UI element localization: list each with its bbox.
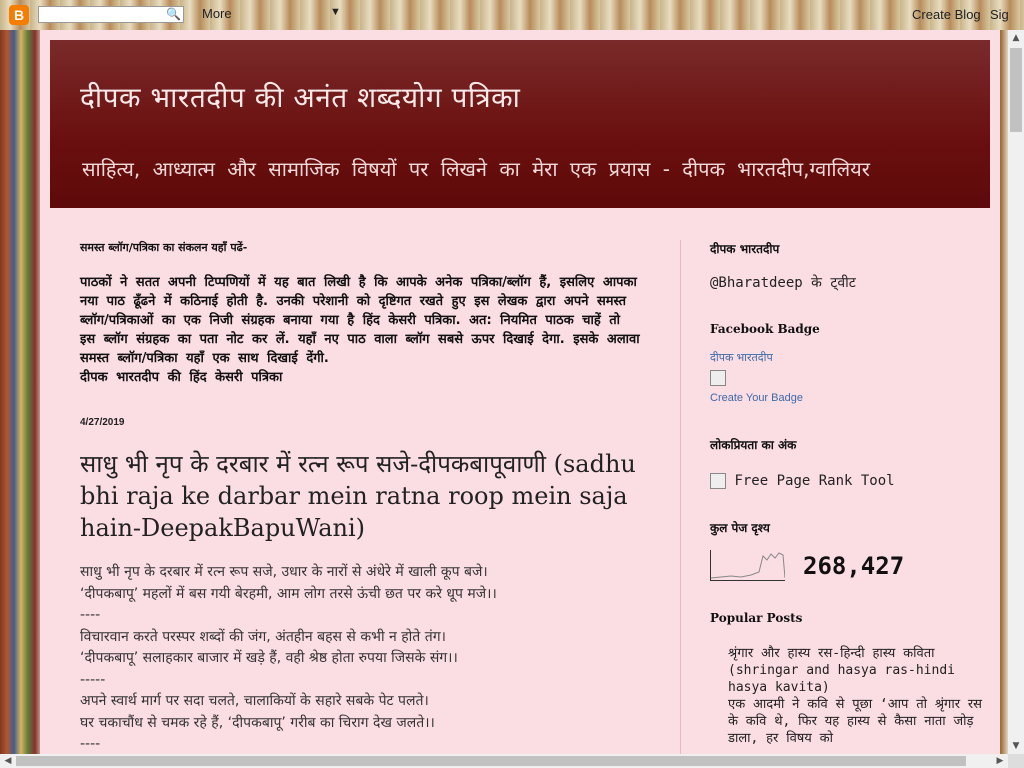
navbar-more-dropdown[interactable]: More (202, 6, 232, 21)
views-counter (710, 550, 990, 581)
sign-in-link[interactable]: Sig (990, 7, 1009, 22)
sparkline-graph (711, 550, 785, 580)
post-line: ‘दीपकबापू’ महलों में बस गयी बेरहमी, आम लोग तरसे ऊंची छत पर करे धूप मजे।। (80, 585, 497, 602)
scroll-down-icon[interactable]: ▼ (1012, 741, 1020, 751)
intro-text (80, 273, 640, 387)
blog-container (40, 30, 1000, 768)
post-body (80, 562, 640, 756)
blog-title[interactable]: दीपक भारतदीप की अनंत शब्दयोग पत्रिका (80, 81, 521, 114)
blogger-logo-icon[interactable]: B (9, 5, 29, 25)
scroll-right-icon[interactable]: ▶ (996, 756, 1004, 766)
page-rank-alt-text: Free Page Rank Tool (734, 473, 895, 489)
blogger-navbar (0, 0, 1024, 30)
popular-post-title[interactable]: श्रृंगार और हास्य रस-हिन्दी हास्य कविता (shringar and hasya ras-hindi hasya kavita) (728, 646, 955, 695)
vertical-scroll-thumb[interactable] (1010, 48, 1022, 132)
post-date: 4/27/2019 (80, 417, 125, 428)
blog-description: साहित्य, आध्यात्म और सामाजिक विषयों पर लिखने का मेरा एक प्रयास - दीपक भारतदीप,ग्वालियर (82, 157, 870, 181)
scroll-up-icon[interactable]: ▲ (1012, 33, 1020, 43)
page-rank-widget[interactable] (710, 473, 990, 489)
column-divider (680, 240, 681, 768)
post-line: साधु भी नृप के दरबार में रत्न रूप सजे, उधार के नारों से अंधेरे में खाली कूप बजे। (80, 564, 488, 580)
facebook-badge-image-icon[interactable] (710, 370, 726, 386)
post-line: ----- (80, 671, 106, 688)
scroll-left-icon[interactable]: ◀ (4, 756, 12, 766)
vertical-scrollbar[interactable] (1008, 30, 1024, 754)
scrollbar-corner (1008, 754, 1024, 768)
popular-post-item[interactable] (728, 645, 990, 747)
navbar-search-input[interactable] (38, 6, 184, 23)
post-line: अपने स्वार्थ मार्ग पर सदा चलते, चालाकियों के सहारे सबके पेट पलते। (80, 693, 429, 709)
post-line: विचारवान करते परस्पर शब्दों की जंग, अंतहीन बहस से कभी न होते तंग। (80, 628, 446, 645)
horizontal-scrollbar[interactable] (0, 754, 1008, 768)
post-title[interactable]: साधु भी नृप के दरबार में रत्न रूप सजे-दीपकबापूवाणी (sadhu bhi raja ke darbar mein ratna roop mein saja hain-DeepakBapuWani) (80, 450, 636, 542)
popular-posts-heading: Popular Posts (710, 611, 803, 625)
page-rank-image-icon[interactable] (710, 473, 726, 489)
views-heading: कुल पेज दृश्य (710, 521, 770, 535)
twitter-link[interactable]: @Bharatdeep के ट्वीट (710, 275, 856, 291)
chevron-down-icon[interactable]: ▼ (330, 6, 341, 18)
blog-header (50, 40, 990, 208)
section-heading: समस्त ब्लॉग/पत्रिका का संकलन यहाँ पढें- (80, 241, 248, 254)
intro-paragraph: पाठकों ने सतत अपनी टिप्पणियों में यह बात लिखी है कि आपके अनेक पत्रिका/ब्लॉग हैं, इसलिए आपका नया पाठ ढूँढने में कठिनाई होती है. उनकी परेशानी को दृष्टिगत रखते हुए इस लेखक द्वारा अपने समस्त ब्लॉग/पत्रिकाओं का एक निजी संग्रहक बनाया गया है हिंद केसरी पत्रिका. अत: नियमित पाठक चाहें तो इस ब्लॉग संग्रहक का पता नोट कर लें. यहाँ नए पाठ वाला ब्लॉग सबसे ऊपर दिखाई देगा. इसके अलावा समस्त ब्लॉग/पत्रिका यहाँ एक साथ दिखाई देंगी. (80, 275, 640, 366)
intro-link[interactable]: दीपक भारतदीप की हिंद केसरी पत्रिका (80, 370, 283, 385)
create-blog-link[interactable]: Create Blog (912, 7, 981, 22)
rank-heading: लोकप्रियता का अंक (710, 438, 797, 452)
facebook-badge-heading: Facebook Badge (710, 322, 820, 336)
create-badge-link[interactable]: Create Your Badge (710, 392, 803, 404)
horizontal-scroll-thumb[interactable] (16, 756, 966, 766)
author-heading: दीपक भारतदीप (710, 242, 780, 256)
main-column (80, 240, 640, 756)
popular-post-snippet: एक आदमी ने कवि से पूछा ‘आप तो श्रृंगार रस के कवि थे, फिर यह हास्य से कैसा नाता जोड़ डाला, हर विषय को (728, 697, 982, 746)
post-line: ‘दीपकबापू’ सलाहकार बाजार में खड़े हैं, वही श्रेष्ठ होता रुपया जिसके संग।। (80, 650, 458, 666)
sidebar (710, 240, 990, 747)
post-line: ---- (80, 736, 101, 752)
views-sparkline (710, 550, 785, 581)
post-line: घर चकाचौंध से चमक रहे हैं, ‘दीपकबापू’ गरीब का चिराग देख जलते।। (80, 714, 435, 731)
views-count: 268,427 (803, 551, 905, 580)
search-icon[interactable]: 🔍 (166, 7, 181, 21)
facebook-profile-link[interactable]: दीपक भारतदीप (710, 352, 773, 364)
post-line: ---- (80, 607, 101, 623)
